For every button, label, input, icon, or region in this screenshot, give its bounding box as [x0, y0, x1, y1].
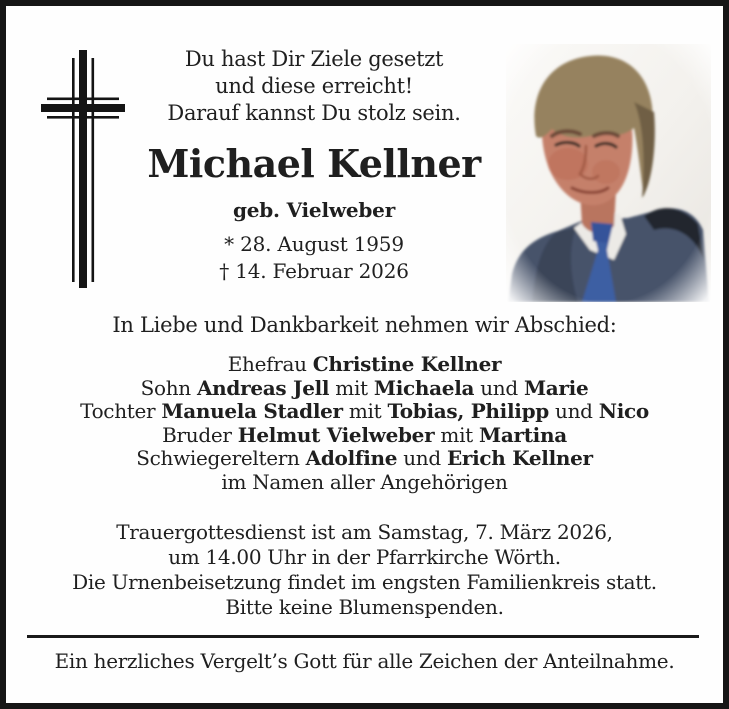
service-line: Die Urnenbeisetzung findet im engsten Familienkreis statt.	[72, 570, 657, 594]
service-info-block	[6, 520, 723, 620]
mourner-line: Bruder Helmut Vielweber mit Martina	[162, 422, 567, 447]
epigraph-line: Darauf kannst Du stolz sein.	[167, 101, 461, 125]
closing-line: Ein herzliches Vergelt’s Gott für alle Zeichen der Anteilnahme.	[54, 649, 675, 673]
birth-name: geb. Vielweber	[232, 198, 396, 222]
epigraph-line: und diese erreicht!	[215, 74, 413, 98]
portrait-photo	[506, 44, 711, 302]
mourners-block	[6, 312, 723, 494]
header-block	[109, 46, 519, 285]
mourners-list	[6, 353, 723, 494]
closing-block	[6, 648, 723, 675]
mourner-line: im Namen aller Angehörigen	[221, 469, 508, 494]
death-date: † 14. Februar 2026	[219, 259, 409, 283]
mourner-line: Sohn Andreas Jell mit Michaela und Marie	[140, 375, 589, 400]
service-line: um 14.00 Uhr in der Pfarrkirche Wörth.	[168, 545, 561, 569]
mourner-line: Schwiegereltern Adolfine und Erich Kellner	[136, 446, 593, 470]
deceased-name: Michael Kellner	[147, 141, 481, 186]
service-line: Bitte keine Blumenspenden.	[225, 595, 504, 619]
service-line: Trauergottesdienst ist am Samstag, 7. März 2026,	[116, 520, 613, 544]
birth-date: * 28. August 1959	[224, 232, 404, 256]
mourner-line: Tochter Manuela Stadler mit Tobias, Philipp und Nico	[80, 399, 649, 423]
epigraph-line: Du hast Dir Ziele gesetzt	[184, 47, 444, 71]
farewell-intro: In Liebe und Dankbarkeit nehmen wir Abschied:	[112, 313, 617, 337]
mourner-line: Ehefrau Christine Kellner	[227, 352, 502, 376]
life-dates	[109, 231, 519, 285]
separator-line	[27, 635, 699, 638]
